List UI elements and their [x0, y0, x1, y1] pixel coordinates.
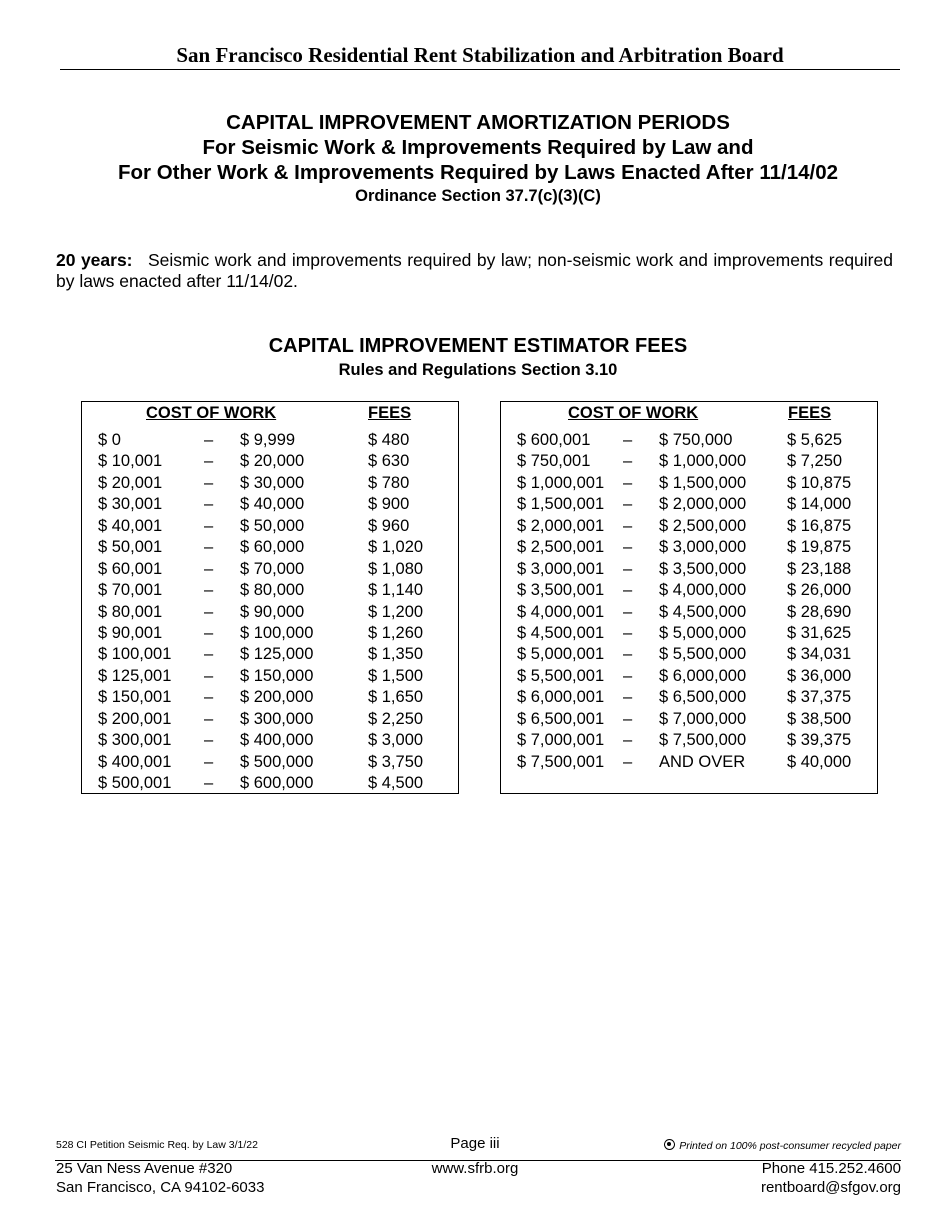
- cost-to: $ 1,000,000: [659, 452, 747, 471]
- fee-row: [82, 687, 458, 708]
- fee-row: [82, 430, 458, 451]
- cost-from: $ 1,000,001: [517, 473, 605, 492]
- fee-amount: $ 7,250: [787, 452, 843, 471]
- fee-row: [501, 687, 877, 708]
- cost-from: $ 5,000,001: [517, 645, 605, 664]
- fee-row: [82, 473, 458, 494]
- cost-to: $ 7,500,000: [659, 731, 747, 750]
- fee-amount: $ 630: [368, 452, 410, 471]
- range-dash: –: [204, 645, 214, 664]
- document-id: 528 CI Petition Seismic Req. by Law 3/1/22: [56, 1139, 258, 1151]
- fee-amount: $ 16,875: [787, 516, 852, 535]
- cost-from: $ 125,001: [98, 666, 172, 685]
- fee-amount: $ 780: [368, 473, 410, 492]
- cost-to: $ 70,000: [240, 559, 305, 578]
- cost-from: $ 7,000,001: [517, 731, 605, 750]
- recycled-note: [664, 1138, 901, 1153]
- range-dash: –: [204, 752, 214, 771]
- page-number: Page iii: [450, 1135, 500, 1152]
- fee-row: [501, 451, 877, 472]
- cost-from: $ 6,000,001: [517, 688, 605, 707]
- fee-row: [82, 709, 458, 730]
- range-dash: –: [204, 495, 214, 514]
- cost-from: $ 3,500,001: [517, 581, 605, 600]
- cost-from: $ 90,001: [98, 623, 163, 642]
- cost-to: $ 3,000,000: [659, 538, 747, 557]
- phone-number: Phone 415.252.4600: [761, 1160, 901, 1177]
- cost-from: $ 7,500,001: [517, 752, 605, 771]
- range-dash: –: [204, 709, 214, 728]
- cost-to: $ 80,000: [240, 581, 305, 600]
- range-dash: –: [204, 774, 214, 792]
- cost-to: $ 50,000: [240, 516, 305, 535]
- cost-to: $ 500,000: [240, 752, 314, 771]
- fees-rows-right: [501, 430, 877, 773]
- range-dash: –: [623, 752, 633, 771]
- cost-to: $ 400,000: [240, 731, 314, 750]
- fee-row: [501, 602, 877, 623]
- fee-amount: $ 23,188: [787, 559, 852, 578]
- cost-to: $ 150,000: [240, 666, 314, 685]
- fee-row: [82, 451, 458, 472]
- cost-from: $ 6,500,001: [517, 709, 605, 728]
- range-dash: –: [623, 559, 633, 578]
- cost-from: $ 300,001: [98, 731, 172, 750]
- fee-amount: $ 1,500: [368, 666, 424, 685]
- cost-from: $ 5,500,001: [517, 666, 605, 685]
- fee-amount: $ 1,650: [368, 688, 424, 707]
- cost-from: $ 1,500,001: [517, 495, 605, 514]
- cost-from: $ 30,001: [98, 495, 163, 514]
- cost-from: $ 200,001: [98, 709, 172, 728]
- fee-row: [501, 580, 877, 601]
- cost-from: $ 60,001: [98, 559, 163, 578]
- cost-from: $ 10,001: [98, 452, 163, 471]
- cost-to: $ 20,000: [240, 452, 305, 471]
- fee-amount: $ 28,690: [787, 602, 852, 621]
- fee-amount: $ 34,031: [787, 645, 852, 664]
- paragraph-lead: 20 years:: [56, 250, 133, 270]
- cost-to: $ 9,999: [240, 431, 296, 449]
- range-dash: –: [623, 473, 633, 492]
- cost-from: $ 50,001: [98, 538, 163, 557]
- cost-to: $ 600,000: [240, 774, 314, 792]
- range-dash: –: [204, 731, 214, 750]
- header-divider: [60, 69, 900, 70]
- range-dash: –: [204, 581, 214, 600]
- fee-amount: $ 5,625: [787, 431, 843, 449]
- column-header-fees: FEES: [788, 404, 832, 422]
- fee-row: [501, 644, 877, 665]
- cost-from: $ 0: [98, 431, 121, 449]
- range-dash: –: [204, 516, 214, 535]
- cost-to: $ 5,500,000: [659, 645, 747, 664]
- fee-amount: $ 900: [368, 495, 410, 514]
- cost-from: $ 20,001: [98, 473, 163, 492]
- fee-row: [501, 537, 877, 558]
- recycled-text: Printed on 100% post-consumer recycled paper: [679, 1140, 901, 1152]
- cost-to: $ 5,000,000: [659, 623, 747, 642]
- range-dash: –: [204, 538, 214, 557]
- range-dash: –: [204, 623, 214, 642]
- cost-to: $ 2,000,000: [659, 495, 747, 514]
- fee-amount: $ 37,375: [787, 688, 852, 707]
- column-header-fees: FEES: [368, 404, 412, 422]
- range-dash: –: [623, 731, 633, 750]
- email-link[interactable]: rentboard@sfgov.org: [760, 1179, 901, 1196]
- range-dash: –: [204, 452, 214, 471]
- fee-row: [501, 666, 877, 687]
- website-link[interactable]: www.sfrb.org: [431, 1160, 519, 1177]
- amortization-paragraph: [56, 250, 893, 292]
- fees-rows-left: [82, 430, 458, 794]
- fee-row: [82, 752, 458, 773]
- fee-row: [82, 494, 458, 515]
- fee-row: [82, 537, 458, 558]
- fee-amount: $ 2,250: [368, 709, 424, 728]
- cost-to: $ 6,000,000: [659, 666, 747, 685]
- cost-to: AND OVER: [659, 752, 746, 771]
- column-header-cost: COST OF WORK: [568, 404, 699, 422]
- amortization-subtitle-2: For Other Work & Improvements Required by Laws Enacted After 11/14/02: [118, 161, 838, 184]
- fee-amount: $ 1,350: [368, 645, 424, 664]
- fee-row: [501, 730, 877, 751]
- fee-row: [501, 516, 877, 537]
- cost-to: $ 200,000: [240, 688, 314, 707]
- range-dash: –: [623, 452, 633, 471]
- range-dash: –: [623, 623, 633, 642]
- cost-from: $ 600,001: [517, 431, 591, 449]
- range-dash: –: [623, 495, 633, 514]
- cost-from: $ 70,001: [98, 581, 163, 600]
- fee-amount: $ 36,000: [787, 666, 852, 685]
- fee-amount: $ 38,500: [787, 709, 852, 728]
- range-dash: –: [623, 602, 633, 621]
- cost-to: $ 60,000: [240, 538, 305, 557]
- range-dash: –: [623, 688, 633, 707]
- paragraph-text: Seismic work and improvements required by law; non-seismic work and improvements required by laws enacted after 11/14/02.: [56, 250, 893, 291]
- cost-to: $ 4,500,000: [659, 602, 747, 621]
- fee-row: [501, 752, 877, 773]
- cost-from: $ 40,001: [98, 516, 163, 535]
- range-dash: –: [204, 666, 214, 685]
- cost-to: $ 90,000: [240, 602, 305, 621]
- range-dash: –: [623, 645, 633, 664]
- org-header: San Francisco Residential Rent Stabilization and Arbitration Board: [176, 43, 784, 67]
- fee-amount: $ 10,875: [787, 473, 852, 492]
- fee-row: [82, 559, 458, 580]
- cost-from: $ 500,001: [98, 774, 172, 792]
- cost-from: $ 750,001: [517, 452, 591, 471]
- fee-row: [501, 473, 877, 494]
- fee-row: [501, 559, 877, 580]
- fee-amount: $ 960: [368, 516, 410, 535]
- amortization-title-block: [40, 110, 916, 208]
- range-dash: –: [204, 602, 214, 621]
- fee-amount: $ 480: [368, 431, 410, 449]
- cost-to: $ 1,500,000: [659, 473, 747, 492]
- fee-row: [82, 666, 458, 687]
- cost-to: $ 40,000: [240, 495, 305, 514]
- fee-amount: $ 14,000: [787, 495, 852, 514]
- fee-amount: $ 1,140: [368, 581, 424, 600]
- address-line-1: 25 Van Ness Avenue #320: [56, 1160, 233, 1177]
- cost-from: $ 4,500,001: [517, 623, 605, 642]
- range-dash: –: [623, 709, 633, 728]
- fee-row: [501, 623, 877, 644]
- fee-row: [82, 730, 458, 751]
- fee-row: [501, 494, 877, 515]
- cost-to: $ 4,000,000: [659, 581, 747, 600]
- fee-amount: $ 40,000: [787, 752, 852, 771]
- cost-from: $ 400,001: [98, 752, 172, 771]
- cost-to: $ 6,500,000: [659, 688, 747, 707]
- fee-amount: $ 1,260: [368, 623, 424, 642]
- fee-amount: $ 39,375: [787, 731, 852, 750]
- fees-subtitle: Rules and Regulations Section 3.10: [338, 361, 618, 379]
- fee-amount: $ 3,000: [368, 731, 424, 750]
- fees-table-right: [500, 401, 878, 794]
- range-dash: –: [623, 581, 633, 600]
- fee-row: [82, 516, 458, 537]
- fee-row: [82, 580, 458, 601]
- fee-row: [501, 709, 877, 730]
- cost-from: $ 2,500,001: [517, 538, 605, 557]
- fee-amount: $ 3,750: [368, 752, 424, 771]
- range-dash: –: [204, 688, 214, 707]
- amortization-subtitle-1: For Seismic Work & Improvements Required by Law and: [202, 136, 754, 159]
- address-line-2: San Francisco, CA 94102-6033: [56, 1179, 265, 1196]
- fee-row: [82, 773, 458, 794]
- cost-to: $ 100,000: [240, 623, 314, 642]
- fee-amount: $ 1,200: [368, 602, 424, 621]
- column-header-cost: COST OF WORK: [146, 404, 277, 422]
- range-dash: –: [623, 666, 633, 685]
- range-dash: –: [204, 559, 214, 578]
- range-dash: –: [204, 473, 214, 492]
- range-dash: –: [623, 431, 633, 449]
- cost-to: $ 3,500,000: [659, 559, 747, 578]
- fee-row: [82, 623, 458, 644]
- fee-amount: $ 1,020: [368, 538, 424, 557]
- range-dash: –: [623, 538, 633, 557]
- fees-table-left: [81, 401, 459, 794]
- cost-to: $ 300,000: [240, 709, 314, 728]
- fee-amount: $ 4,500: [368, 774, 424, 792]
- cost-to: $ 2,500,000: [659, 516, 747, 535]
- fee-amount: $ 31,625: [787, 623, 852, 642]
- cost-to: $ 30,000: [240, 473, 305, 492]
- fee-amount: $ 26,000: [787, 581, 852, 600]
- range-dash: –: [623, 516, 633, 535]
- fee-amount: $ 19,875: [787, 538, 852, 557]
- fees-title: CAPITAL IMPROVEMENT ESTIMATOR FEES: [268, 335, 688, 357]
- ordinance-section: Ordinance Section 37.7(c)(3)(C): [355, 187, 601, 205]
- fee-row: [82, 602, 458, 623]
- cost-from: $ 80,001: [98, 602, 163, 621]
- cost-from: $ 2,000,001: [517, 516, 605, 535]
- fee-row: [501, 430, 877, 451]
- cost-from: $ 4,000,001: [517, 602, 605, 621]
- cost-from: $ 150,001: [98, 688, 172, 707]
- recycle-icon: [664, 1139, 675, 1150]
- cost-to: $ 125,000: [240, 645, 314, 664]
- fees-title-block: [40, 334, 916, 381]
- cost-from: $ 3,000,001: [517, 559, 605, 578]
- cost-to: $ 7,000,000: [659, 709, 747, 728]
- cost-from: $ 100,001: [98, 645, 172, 664]
- range-dash: –: [204, 431, 214, 449]
- fee-amount: $ 1,080: [368, 559, 424, 578]
- amortization-title: CAPITAL IMPROVEMENT AMORTIZATION PERIODS: [226, 111, 730, 134]
- cost-to: $ 750,000: [659, 431, 733, 449]
- fee-row: [82, 644, 458, 665]
